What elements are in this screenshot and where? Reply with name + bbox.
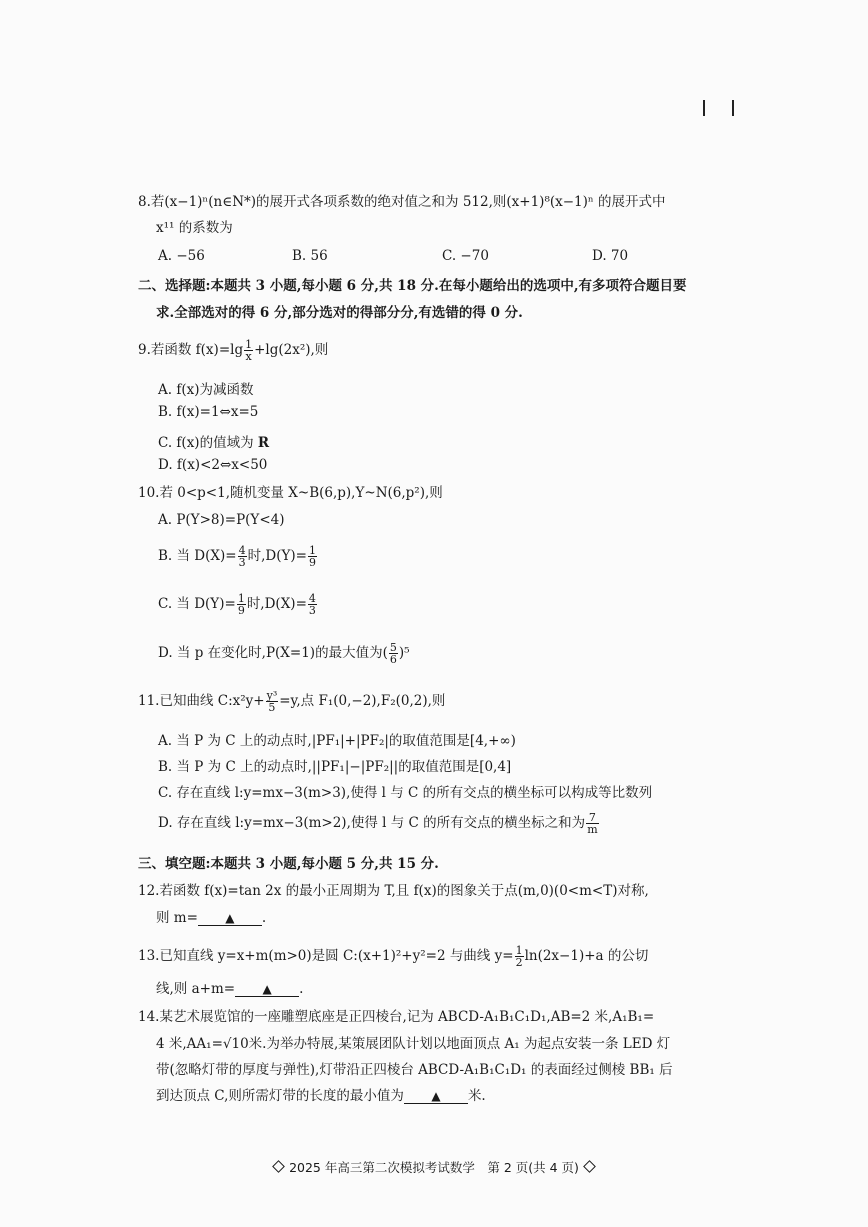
fraction [308, 545, 317, 568]
q12-stem-line2 [156, 909, 266, 927]
q12-stem-text: 则 m= [156, 910, 198, 926]
denominator: 2 [515, 956, 523, 969]
option-text: C. f(x)的值域为 [158, 435, 258, 451]
diamond-icon [583, 1160, 596, 1173]
numerator: y³ [266, 689, 278, 702]
q8-stem-line1: 8.若(x−1)ⁿ(n∈N*)的展开式各项系数的绝对值之和为 512,则(x+1)⁸(x−1)ⁿ 的展开式中 [138, 194, 666, 210]
fraction [308, 593, 317, 616]
numerator: 7 [586, 812, 598, 824]
denominator: 3 [238, 556, 246, 569]
q13-stem-text: 线,则 a+m= [156, 981, 236, 997]
denominator: m [587, 823, 598, 836]
answer-blank: ▲ [198, 911, 262, 926]
q9-option-d: D. f(x)<2⇔x<50 [158, 457, 268, 473]
fraction [515, 945, 524, 968]
q13-stem-line2 [156, 980, 303, 998]
q14-stem-line4 [156, 1087, 486, 1105]
corner-mark [732, 100, 734, 116]
denominator: 5 [268, 701, 276, 714]
q13-stem-line1 [138, 945, 648, 968]
corner-mark [703, 100, 705, 116]
q11-stem-text: =y,点 F₁(0,−2),F₂(0,2),则 [279, 693, 446, 709]
page-footer [0, 1158, 868, 1176]
q10-option-c [158, 592, 318, 616]
q10-stem: 10.若 0<p<1,随机变量 X~B(6,p),Y~N(6,p²),则 [138, 485, 443, 501]
q14-stem-text: 到达顶点 C,则所需灯带的长度的最小值为 [156, 1088, 404, 1104]
q11-option-b: B. 当 P 为 C 上的动点时,||PF₁|−|PF₂||的取值范围是[0,4] [158, 759, 512, 775]
fraction [586, 812, 598, 835]
diamond-icon [272, 1160, 285, 1173]
section2-heading: 二、选择题:本题共 3 小题,每小题 6 分,共 18 分.在每小题给出的选项中,有多项符合题目要 [138, 278, 687, 294]
fraction [244, 339, 253, 362]
option-text: D. 存在直线 l:y=mx−3(m>2),使得 l 与 C 的所有交点的横坐标之和为 [158, 815, 586, 831]
q14-stem-line2: 4 米,AA₁=√10米.为举办特展,某策展团队计划以地面顶点 A₁ 为起点安装一条 LED 灯 [156, 1036, 671, 1052]
footer-text: 2025 年高三第二次模拟考试数学 第 2 页(共 4 页) [289, 1160, 579, 1175]
q13-stem-text: ln(2x−1)+a 的公切 [524, 948, 649, 964]
numerator: 1 [515, 944, 523, 957]
answer-blank: ▲ [235, 982, 299, 997]
q14-stem-text: 米. [467, 1088, 486, 1104]
fraction [237, 593, 246, 616]
fraction [266, 690, 279, 713]
denominator: 9 [237, 604, 245, 617]
section2-heading-cont: 求.全部选对的得 6 分,部分选对的得部分分,有选错的得 0 分. [156, 305, 523, 321]
denominator: x [245, 350, 252, 363]
section3-heading: 三、填空题:本题共 3 小题,每小题 5 分,共 15 分. [138, 856, 439, 872]
option-text: B. 当 D(X)= [158, 548, 237, 564]
q11-option-c: C. 存在直线 l:y=mx−3(m>3),使得 l 与 C 的所有交点的横坐标可以构成等比数列 [158, 785, 653, 801]
q12-stem-line1: 12.若函数 f(x)=tan 2x 的最小正周期为 T,且 f(x)的图象关于点(m,0)(0<m<T)对称, [138, 883, 649, 899]
q8-option-a: A. −56 [158, 248, 205, 264]
q14-stem-line1: 14.某艺术展览馆的一座雕塑底座是正四棱台,记为 ABCD-A₁B₁C₁D₁,AB=2 米,A₁B₁= [138, 1009, 655, 1025]
q13-stem-text: . [299, 981, 304, 997]
numerator: 4 [238, 544, 246, 557]
q10-option-a: A. P(Y>8)=P(Y<4) [158, 512, 285, 528]
q9-option-c [158, 431, 269, 451]
q9-stem [138, 339, 328, 362]
q14-stem-line3: 带(忽略灯带的厚度与弹性),灯带沿正四棱台 ABCD-A₁B₁C₁D₁ 的表面经过侧棱 BB₁ 后 [156, 1062, 673, 1078]
q11-option-d [158, 811, 600, 835]
q9-option-b: B. f(x)=1⇔x=5 [158, 404, 259, 420]
numerator: 1 [237, 592, 245, 605]
fraction [389, 642, 398, 665]
option-text: C. 当 D(Y)= [158, 596, 236, 612]
denominator: 9 [308, 556, 316, 569]
numerator: 5 [389, 641, 397, 654]
option-text: )⁵ [398, 645, 410, 661]
q9-option-a: A. f(x)为减函数 [158, 382, 254, 398]
q9-stem-text: +lg(2x²),则 [254, 342, 329, 358]
denominator: 3 [308, 604, 316, 617]
option-text: 时,D(X)= [246, 596, 307, 612]
q13-stem-text: 13.已知直线 y=x+m(m>0)是圆 C:(x+1)²+y²=2 与曲线 y= [138, 948, 514, 964]
q12-stem-text: . [261, 910, 267, 926]
q11-stem [138, 690, 445, 713]
numerator: 1 [245, 338, 253, 351]
numerator: 1 [308, 544, 316, 557]
q11-option-a: A. 当 P 为 C 上的动点时,|PF₁|+|PF₂|的取值范围是[4,+∞) [158, 733, 516, 749]
option-text: D. 当 p 在变化时,P(X=1)的最大值为( [158, 645, 388, 661]
q9-stem-text: 9.若函数 f(x)=lg [138, 342, 244, 358]
answer-blank: ▲ [404, 1089, 468, 1104]
q8-stem-line2: x¹¹ 的系数为 [156, 220, 233, 236]
numerator: 4 [308, 592, 316, 605]
q8-option-b: B. 56 [292, 248, 328, 264]
q8-option-d: D. 70 [592, 248, 629, 264]
option-text: 时,D(Y)= [247, 548, 307, 564]
option-text: R [257, 435, 270, 451]
q10-option-d [158, 641, 410, 665]
q10-option-b [158, 544, 318, 568]
q8-option-c: C. −70 [442, 248, 489, 264]
q11-stem-text: 11.已知曲线 C:x²y+ [138, 693, 265, 709]
denominator: 6 [389, 653, 397, 666]
fraction [238, 545, 247, 568]
